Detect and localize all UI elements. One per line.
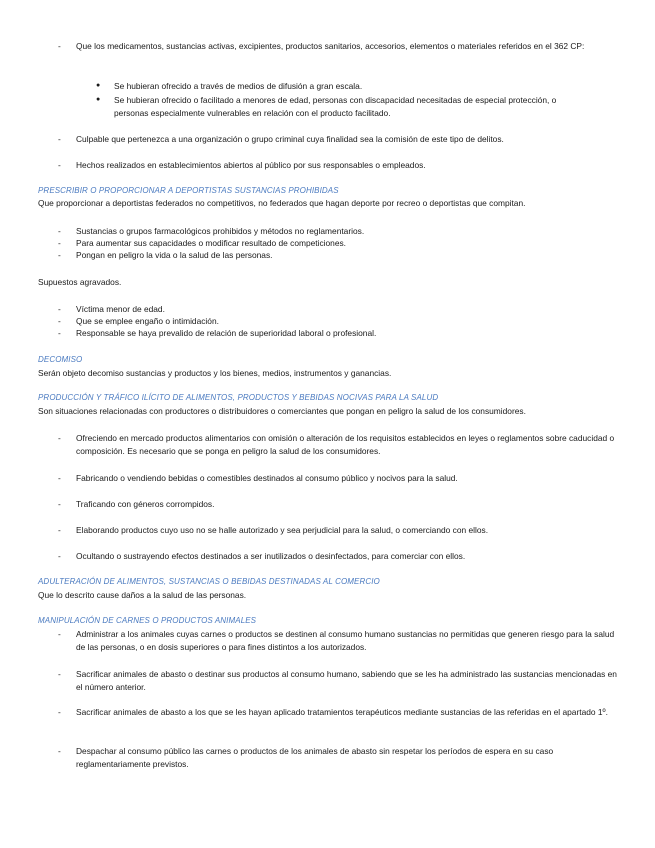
dash-marker: - [58, 433, 61, 443]
section-text: Serán objeto decomiso sustancias y productos y los bienes, medios, instrumentos y ganancias. [38, 368, 392, 378]
list-item-text: Sacrificar animales de abasto o destinar sus productos al consumo humano, sabiendo que se les ha administrado las sustancias mencionadas en el número anterior. [76, 669, 617, 692]
list-item-text: Sustancias o grupos farmacológicos prohibidos y métodos no reglamentarios. [76, 226, 365, 236]
dash-marker: - [58, 238, 61, 248]
bullet-icon: ● [96, 82, 101, 89]
dash-marker: - [58, 134, 61, 144]
section-text: Que lo descrito cause daños a la salud de las personas. [38, 590, 247, 600]
section-heading: PRODUCCIÓN Y TRÁFICO ILÍCITO DE ALIMENTOS, PRODUCTOS Y BEBIDAS NOCIVAS PARA LA SALUD [38, 393, 439, 402]
bullet-item-text: Se hubieran ofrecido o facilitado a menores de edad, personas con discapacidad necesitadas de especial protección, o personas especialmente vulnerables en relación con el producto facilitado. [114, 95, 557, 118]
section-heading: PRESCRIBIR O PROPORCIONAR A DEPORTISTAS SUSTANCIAS PROHIBIDAS [38, 186, 339, 195]
dash-marker: - [58, 629, 61, 639]
bullet-icon: ● [96, 96, 101, 103]
list-item-text: Víctima menor de edad. [76, 304, 165, 314]
dash-marker: - [58, 669, 61, 679]
list-item-text: Hechos realizados en establecimientos abiertos al público por sus responsables o empleados. [76, 160, 426, 170]
bullet-item-text: Se hubieran ofrecido a través de medios de difusión a gran escala. [114, 81, 363, 91]
list-item-text: Elaborando productos cuyo uso no se halle autorizado y sea perjudicial para la salud, o comerciando con ellos. [76, 525, 489, 535]
dash-marker: - [58, 304, 61, 314]
dash-marker: - [58, 473, 61, 483]
section-heading: MANIPULACIÓN DE CARNES O PRODUCTOS ANIMALES [38, 616, 257, 625]
list-item-text: Para aumentar sus capacidades o modificar resultado de competiciones. [76, 238, 347, 248]
section-label: Supuestos agravados. [38, 277, 122, 287]
dash-marker: - [58, 328, 61, 338]
list-item-text: Sacrificar animales de abasto a los que se les hayan aplicado tratamientos terapéuticos mediante sustancias de las referidas en el apartado 1º. [76, 707, 608, 717]
list-item-text: Pongan en peligro la vida o la salud de las personas. [76, 250, 273, 260]
dash-marker: - [58, 746, 61, 756]
list-item-text: Administrar a los animales cuyas carnes o productos se destinen al consumo humano sustancias no permitidas que generen riesgo para la salud de las personas, o en dosis superiores o para fines distintos a los autorizados. [76, 629, 615, 652]
list-item-text: Traficando con géneros corrompidos. [76, 499, 215, 509]
list-item-text: Que se emplee engaño o intimidación. [76, 316, 219, 326]
list-item-text: Ocultando o sustrayendo efectos destinados a ser inutilizados o desinfectados, para comerciar con ellos. [76, 551, 466, 561]
list-item-text: Despachar al consumo público las carnes o productos de los animales de abasto sin respetar los períodos de espera en su caso reglamentariamente previstos. [76, 746, 554, 769]
list-item-text: Que los medicamentos, sustancias activas, excipientes, productos sanitarios, accesorios, elementos o materiales referidos en el 362 CP: [76, 41, 585, 51]
section-heading: ADULTERACIÓN DE ALIMENTOS, SUSTANCIAS O BEBIDAS DESTINADAS AL COMERCIO [38, 577, 380, 586]
section-intro: Que proporcionar a deportistas federados no competitivos, no federados que hagan deporte por recreo o deportistas que compitan. [38, 198, 526, 208]
dash-marker: - [58, 551, 61, 561]
list-item-text: Ofreciendo en mercado productos alimentarios con omisión o alteración de los requisitos establecidos en leyes o reglamentos sobre caducidad o composición. Es necesario que se ponga en peligro la salud de los consumidores. [76, 433, 615, 456]
list-item-text: Culpable que pertenezca a una organización o grupo criminal cuya finalidad sea la comisión de este tipo de delitos. [76, 134, 504, 144]
dash-marker: - [58, 250, 61, 260]
dash-marker: - [58, 499, 61, 509]
dash-marker: - [58, 707, 61, 717]
dash-marker: - [58, 226, 61, 236]
dash-marker: - [58, 525, 61, 535]
list-item-text: Fabricando o vendiendo bebidas o comestibles destinados al consumo público y nocivos para la salud. [76, 473, 458, 483]
section-heading: DECOMISO [38, 355, 83, 364]
list-item-text: Responsable se haya prevalido de relación de superioridad laboral o profesional. [76, 328, 377, 338]
dash-marker: - [58, 41, 61, 51]
dash-marker: - [58, 316, 61, 326]
dash-marker: - [58, 160, 61, 170]
section-intro: Son situaciones relacionadas con productores o distribuidores o comerciantes que pongan en peligro la salud de los consumidores. [38, 406, 526, 416]
